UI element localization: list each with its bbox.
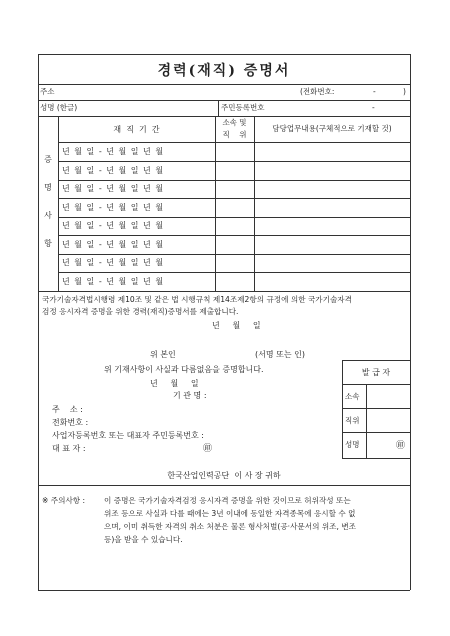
header-dept-line1: 소속 및	[222, 118, 247, 127]
recipient: 한국산업인력공단 이 사 장 귀하	[167, 471, 281, 480]
phone-label: (전화번호:	[300, 87, 335, 96]
career-row: 년 월 일 - 년 월 일 년 월	[62, 277, 165, 286]
application-date: 년 월 일	[212, 321, 261, 330]
application-line2: 검정 응시자격 증명을 위한 경력(재직)증명서를 제출합니다.	[42, 307, 239, 316]
phone-dash: -	[373, 87, 376, 96]
issuer-position-label: 직위	[345, 416, 360, 425]
career-row: 년 월 일 - 년 월 일 년 월	[62, 147, 165, 156]
org-name-label: 기 관 명 :	[173, 391, 207, 400]
issuer-title: 발 급 자	[361, 368, 391, 377]
address-label: 주소	[40, 87, 55, 96]
career-row: 년 월 일 - 년 월 일 년 월	[62, 166, 165, 175]
phone-close: )	[403, 87, 406, 96]
applicant-label: 위 본인	[150, 350, 176, 359]
org-rep-label: 대 표 자 :	[52, 444, 86, 453]
org-seal-icon: ㊞	[203, 444, 213, 454]
rrn-dash: -	[372, 103, 375, 112]
certification-date: 년 월 일	[150, 379, 199, 388]
career-row: 년 월 일 - 년 월 일 년 월	[62, 221, 165, 230]
header-period: 재 직 기 간	[113, 125, 160, 134]
page-title: 경력(재직) 증명서	[157, 63, 291, 79]
header-dept-line2: 직 위	[222, 130, 247, 139]
notice-label: ※ 주의사항 :	[42, 496, 86, 505]
career-row: 년 월 일 - 년 월 일 년 월	[62, 184, 165, 193]
application-line1: 국가기술자격법시행령 제10조 및 같은 법 시행규칙 제14조제2항의 규정에 의한 국가기술자격	[42, 295, 352, 304]
org-bizno-label: 사업자등록번호 또는 대표자 주민등록번호 :	[52, 431, 204, 440]
career-row: 년 월 일 - 년 월 일 년 월	[62, 240, 165, 249]
issuer-seal-icon: ㊞	[396, 441, 406, 451]
header-duty: 담당업무내용(구체적으로 기재할 것)	[272, 124, 392, 133]
org-phone-label: 전화번호 :	[52, 418, 89, 427]
issuer-dept-label: 소속	[345, 392, 360, 401]
certification-statement: 위 기재사항이 사실과 다름없음을 증명합니다.	[104, 365, 264, 374]
career-row: 년 월 일 - 년 월 일 년 월	[62, 258, 165, 267]
org-address-label: 주 소 :	[52, 405, 83, 414]
applicant-sign: (서명 또는 인)	[255, 350, 305, 359]
name-label: 성명 (한글)	[40, 103, 78, 112]
rrn-label: 주민등록번호	[221, 103, 265, 112]
career-row: 년 월 일 - 년 월 일 년 월	[62, 203, 165, 212]
issuer-name-label: 성명	[345, 440, 360, 449]
